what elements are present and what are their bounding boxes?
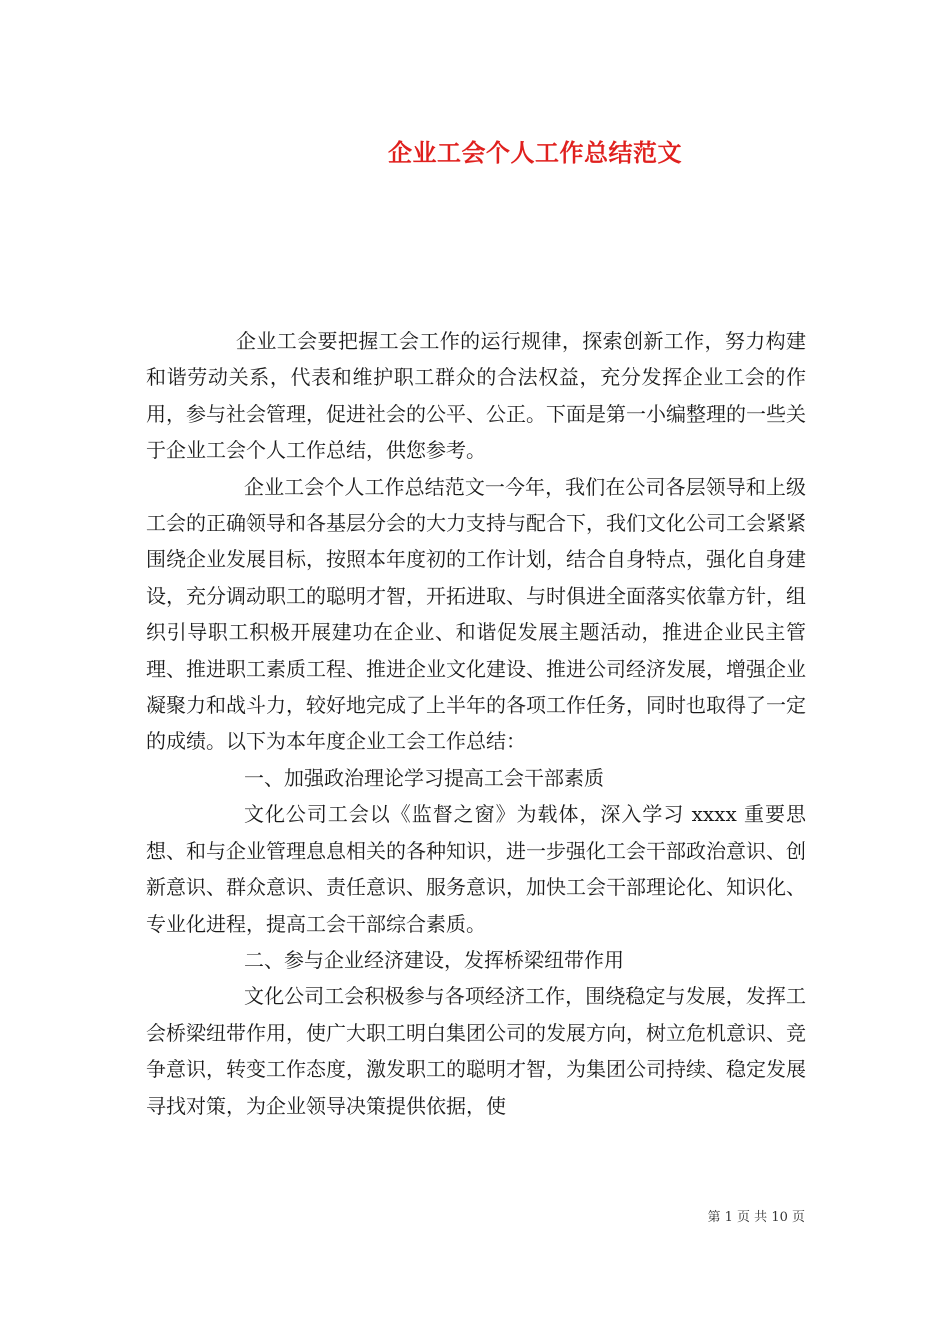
document-title: 企业工会个人工作总结范文 [388,138,682,167]
paragraph-intro: 企业工会要把握工会工作的运行规律，探索创新工作，努力构建和谐劳动关系，代表和维护职工群众的合法权益，充分发挥企业工会的作用，参与社会管理，促进社会的公平、公正。下面是第一小编整理的一些关于企业工会个人工作总结，供您参考。 [146,329,806,463]
paragraph-section-2: 文化公司工会积极参与各项经济工作，围绕稳定与发展，发挥工会桥梁纽带作用，使广大职工明白集团公司的发展方向，树立危机意识、竞争意识，转变工作态度，激发职工的聪明才智，为集团公司持续、稳定发展寻找对策，为企业领导决策提供依据，使 [146,984,806,1118]
page-number: 第 1 页 共 10 页 [707,1210,805,1225]
section-heading-2: 二、参与企业经济建设，发挥桥梁纽带作用 [244,947,624,972]
document-body [146,323,806,1124]
paragraph-summary-one: 企业工会个人工作总结范文一今年，我们在公司各层领导和上级工会的正确领导和各基层分会的大力支持与配合下，我们文化公司工会紧紧围绕企业发展目标，按照本年度初的工作计划，结合自身特点，强化自身建设，充分调动职工的聪明才智，开拓进取、与时俱进全面落实依靠方针，组织引导职工积极开展建功在企业、和谐促发展主题活动，推进企业民主管理、推进职工素质工程、推进企业文化建设、推进公司经济发展，增强企业凝聚力和战斗力，较好地完成了上半年的各项工作任务，同时也取得了一定的成绩。以下为本年度企业工会工作总结： [146,474,806,754]
paragraph-section-1: 文化公司工会以《监督之窗》为载体，深入学习 xxxx 重要思想、和与企业管理息息相关的各种知识，进一步强化工会干部政治意识、创新意识、群众意识、责任意识、服务意识，加快工会干部理论化、知识化、专业化进程，提高工会干部综合素质。 [146,802,806,936]
section-heading-1: 一、加强政治理论学习提高工会干部素质 [244,765,604,790]
